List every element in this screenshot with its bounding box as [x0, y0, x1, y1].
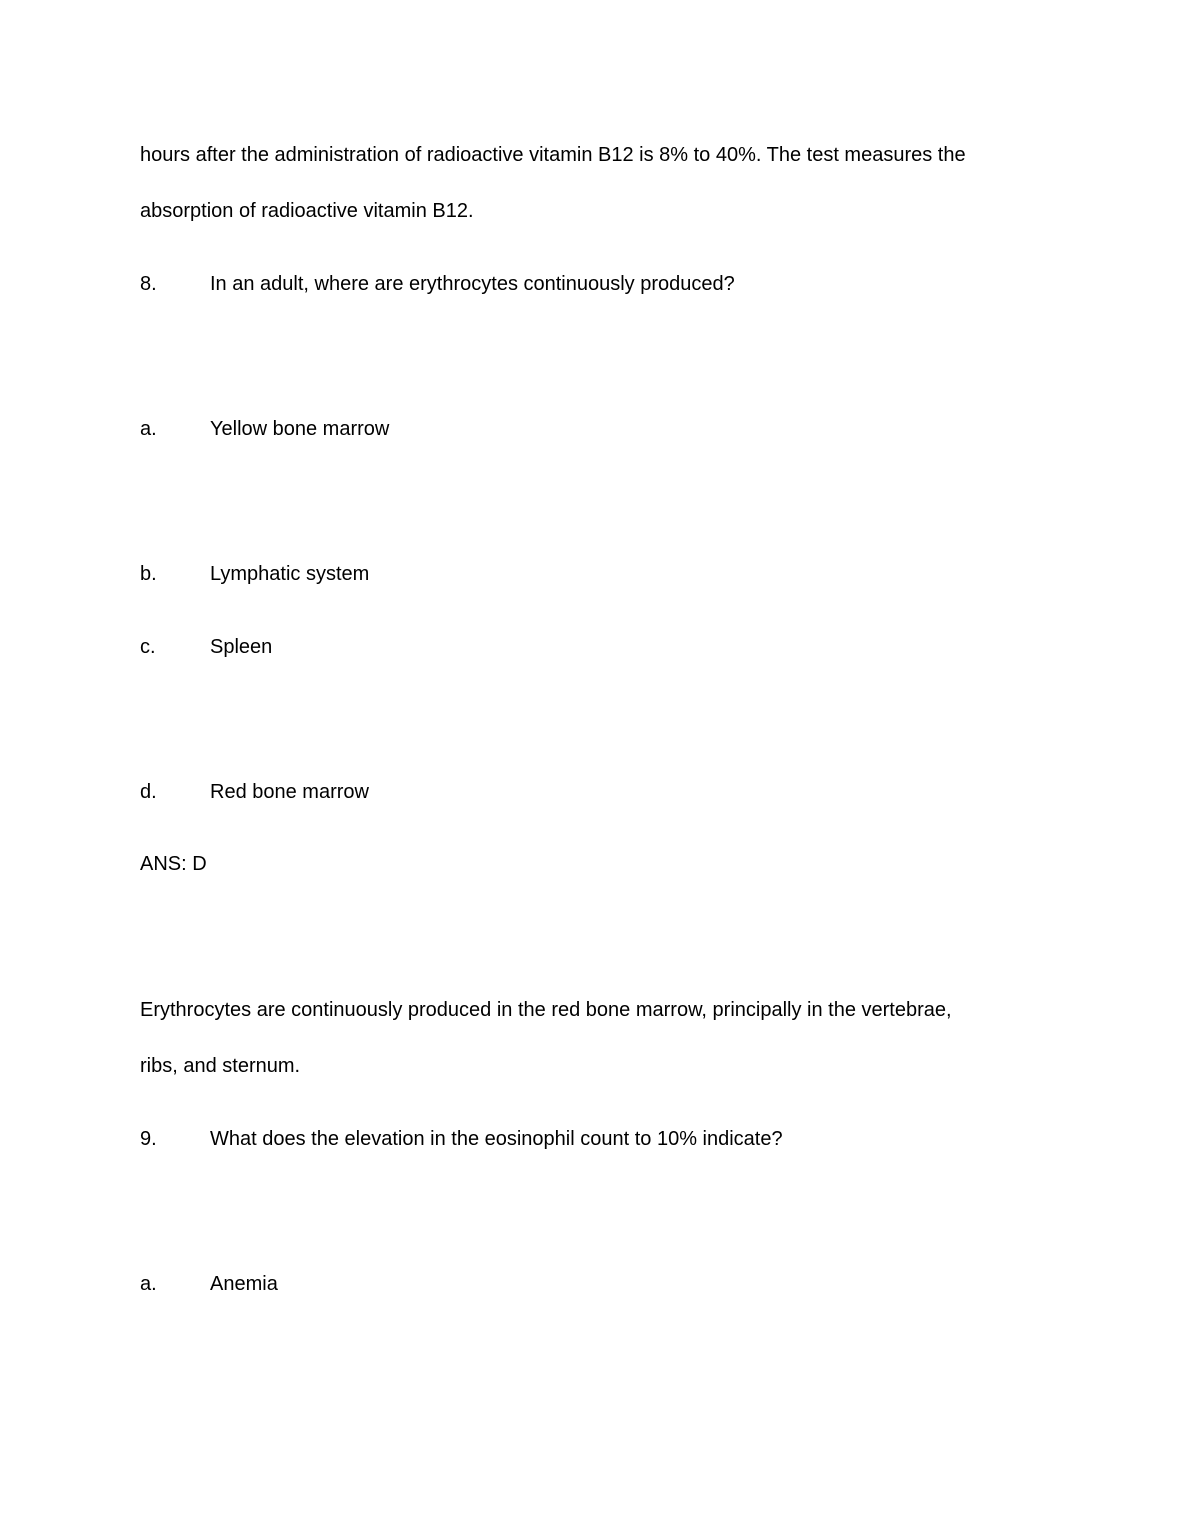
- intro-line-2: absorption of radioactive vitamin B12.: [140, 200, 474, 222]
- option-letter: a.: [140, 418, 157, 440]
- option-text: Yellow bone marrow: [210, 418, 390, 440]
- question-text: In an adult, where are erythrocytes continuously produced?: [210, 273, 735, 295]
- question-number: 8.: [140, 273, 157, 295]
- question-text: What does the elevation in the eosinophil count to 10% indicate?: [210, 1128, 783, 1150]
- option-letter: b.: [140, 563, 157, 585]
- option-letter: a.: [140, 1273, 157, 1295]
- option-text: Red bone marrow: [210, 781, 369, 803]
- option-text: Anemia: [210, 1273, 278, 1295]
- rationale-line-1: Erythrocytes are continuously produced in the red bone marrow, principally in the vertebrae,: [140, 999, 952, 1021]
- intro-line-1: hours after the administration of radioactive vitamin B12 is 8% to 40%. The test measures the: [140, 144, 966, 166]
- option-letter: c.: [140, 636, 156, 658]
- option-text: Spleen: [210, 636, 273, 658]
- question-number: 9.: [140, 1128, 157, 1150]
- rationale-line-2: ribs, and sternum.: [140, 1055, 301, 1077]
- option-letter: d.: [140, 781, 157, 803]
- answer-key: ANS: D: [140, 853, 207, 875]
- option-text: Lymphatic system: [210, 563, 370, 585]
